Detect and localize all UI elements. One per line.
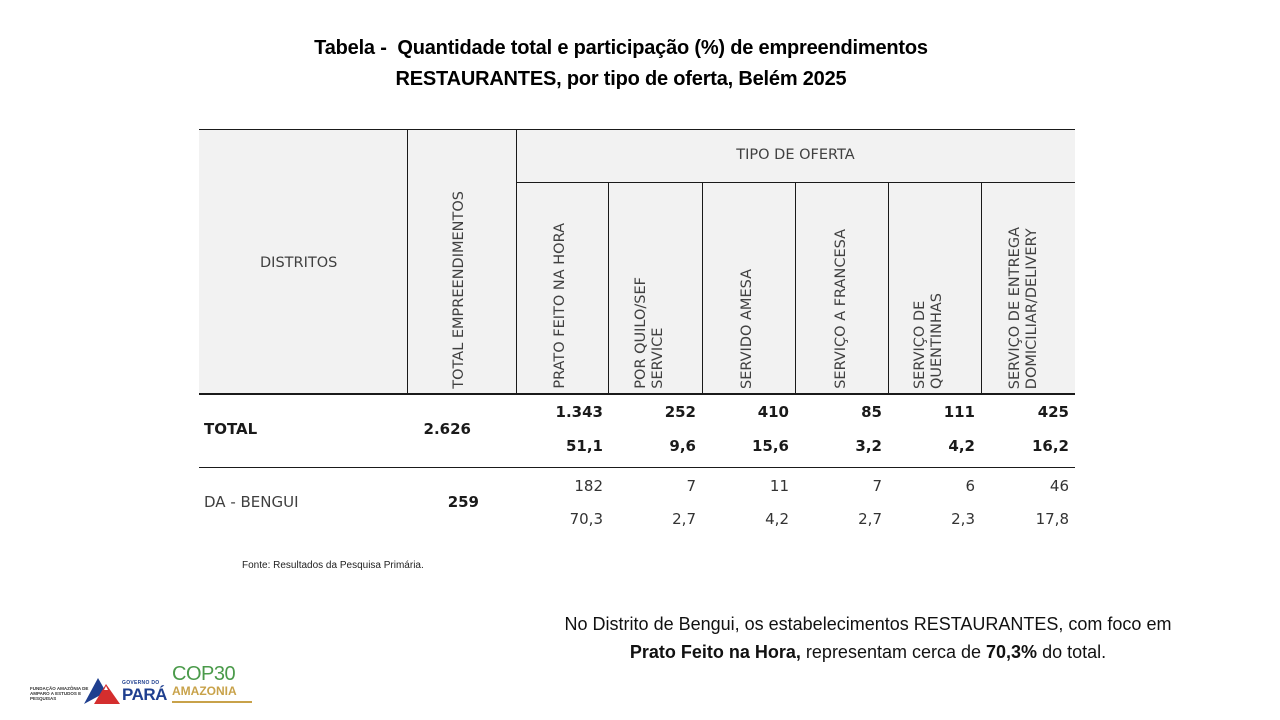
header-bottom-rule bbox=[199, 393, 1075, 395]
para-flag-icon bbox=[84, 678, 120, 704]
comment-highlight-prato: Prato Feito na Hora, bbox=[629, 642, 801, 662]
fapespa-logo-text: FUNDAÇÃO AMAZÔNIA DE AMPARO A ESTUDOS E PESQUISAS bbox=[30, 686, 89, 701]
row-bengui-percent: 70,3 bbox=[569, 510, 603, 528]
footer-logos bbox=[30, 662, 280, 712]
row-total-percent: 3,2 bbox=[855, 437, 882, 455]
comment-line-2 bbox=[510, 638, 1226, 666]
row-bengui-count: 182 bbox=[574, 477, 603, 495]
cop30-underline bbox=[172, 701, 252, 703]
title-line-2: RESTAURANTES, por tipo de oferta, Belém 2025 bbox=[395, 68, 847, 90]
header-divider-4 bbox=[702, 182, 703, 394]
header-servico-a-francesa: SERVIÇO A FRANCESA bbox=[833, 229, 849, 389]
table-title bbox=[0, 33, 1242, 95]
row-bengui-percent: 2,3 bbox=[951, 510, 975, 528]
row-bengui-percent: 17,8 bbox=[1035, 510, 1069, 528]
row-total-count: 425 bbox=[1037, 403, 1069, 421]
header-divider-7 bbox=[981, 182, 982, 394]
row-total-count: 410 bbox=[757, 403, 789, 421]
title-line-1: Tabela - Quantidade total e participação (%) de empreendimentos bbox=[314, 37, 928, 59]
comment-mid: representam cerca de bbox=[800, 642, 987, 662]
header-divider-5 bbox=[795, 182, 796, 394]
header-servido-a-mesa: SERVIDO AMESA bbox=[739, 268, 755, 389]
row-total-percent: 16,2 bbox=[1031, 437, 1069, 455]
header-tipo-de-oferta: TIPO DE OFERTA bbox=[736, 147, 855, 163]
row-bengui-label: DA - BENGUI bbox=[204, 493, 299, 511]
cop30-logo bbox=[172, 664, 272, 712]
comment-highlight-percent: 70,3% bbox=[986, 642, 1038, 662]
row-bengui-count: 46 bbox=[1049, 477, 1069, 495]
header-divider-3 bbox=[608, 182, 609, 394]
header-servico-de-quentinhas: SERVIÇO DE QUENTINHAS bbox=[912, 292, 945, 389]
row-bengui-count: 11 bbox=[769, 477, 789, 495]
row-total-empreendimentos: 2.626 bbox=[423, 420, 471, 438]
row-bengui-percent: 4,2 bbox=[765, 510, 789, 528]
comment-end: do total. bbox=[1037, 642, 1107, 662]
cop30-line-2: AMAZONIA bbox=[172, 684, 237, 698]
para-label: PARÁ bbox=[122, 685, 167, 704]
header-distritos: DISTRITOS bbox=[260, 255, 338, 271]
source-note: Fonte: Resultados da Pesquisa Primária. bbox=[242, 560, 424, 571]
row-separator-rule bbox=[199, 467, 1075, 468]
header-servico-de-entrega: SERVIÇO DE ENTREGA DOMICILIAR/DELIVERY bbox=[1007, 226, 1040, 389]
header-por-quilo: POR QUILO/SEF SERVICE bbox=[633, 277, 666, 389]
row-total-percent: 4,2 bbox=[948, 437, 975, 455]
comment-line-1: No Distrito de Bengui, os estabelecimentos RESTAURANTES, com foco em bbox=[564, 614, 1172, 634]
row-total-count: 252 bbox=[664, 403, 696, 421]
row-total-percent: 15,6 bbox=[751, 437, 789, 455]
row-bengui-percent: 2,7 bbox=[672, 510, 696, 528]
row-bengui-total: 259 bbox=[447, 493, 479, 511]
row-total-percent: 51,1 bbox=[565, 437, 603, 455]
row-bengui bbox=[199, 469, 1075, 539]
row-bengui-count: 7 bbox=[872, 477, 882, 495]
header-divider-2 bbox=[516, 129, 517, 394]
row-bengui-percent: 2,7 bbox=[858, 510, 882, 528]
table-top-rule bbox=[199, 129, 1075, 130]
governo-label: GOVERNO DO bbox=[122, 680, 160, 686]
row-total-label: TOTAL bbox=[204, 420, 258, 438]
header-divider-1 bbox=[407, 129, 408, 394]
row-total-count: 85 bbox=[861, 403, 882, 421]
row-total-count: 1.343 bbox=[555, 403, 603, 421]
cop30-line-1: COP30 bbox=[172, 663, 236, 685]
row-total-percent: 9,6 bbox=[669, 437, 696, 455]
header-divider-6 bbox=[888, 182, 889, 394]
row-total-count: 111 bbox=[943, 403, 975, 421]
row-bengui-count: 7 bbox=[686, 477, 696, 495]
data-table bbox=[199, 129, 1075, 469]
header-prato-feito: PRATO FEITO NA HORA bbox=[552, 223, 568, 389]
header-total-empreendimentos: TOTAL EMPREENDIMENTOS bbox=[451, 191, 467, 389]
row-bengui-count: 6 bbox=[965, 477, 975, 495]
analysis-comment bbox=[510, 610, 1226, 666]
